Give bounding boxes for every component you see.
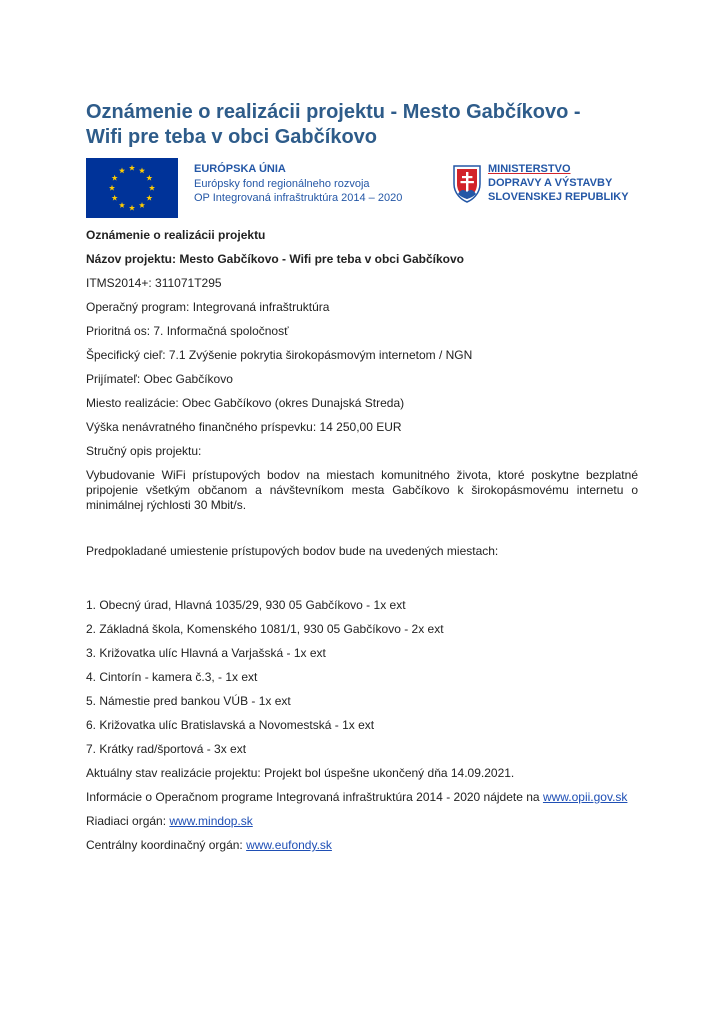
slovak-coat-of-arms-icon: [452, 164, 482, 204]
project-status: Aktuálny stav realizácie projektu: Projekt bol úspešne ukončený dňa 14.09.2021.: [86, 766, 515, 780]
list-item: 3. Križovatka ulíc Hlavná a Varjašská - 1x ext: [86, 646, 326, 660]
mindop-link[interactable]: www.mindop.sk: [169, 814, 253, 828]
description-label: Stručný opis projektu:: [86, 444, 202, 458]
project-name: Názov projektu: Mesto Gabčíkovo - Wifi pre teba v obci Gabčíkovo: [86, 252, 464, 266]
specific-goal: Špecifický cieľ: 7.1 Zvýšenie pokrytia širokopásmovým internetom / NGN: [86, 348, 473, 362]
central-label: Centrálny koordinačný orgán:: [86, 838, 247, 852]
ministry-line-2: DOPRAVY A VÝSTAVBY: [488, 177, 613, 189]
managing-label: Riadiaci orgán:: [86, 814, 170, 828]
managing-authority: [86, 814, 638, 829]
ministry-line-3: SLOVENSKEJ REPUBLIKY: [488, 191, 629, 203]
list-item: 6. Križovatka ulíc Bratislavská a Novomestská - 1x ext: [86, 718, 375, 732]
location: Miesto realizácie: Obec Gabčíkovo (okres Dunajská Streda): [86, 396, 405, 410]
list-item: 7. Krátky rad/športová - 3x ext: [86, 742, 247, 756]
list-item: 2. Základná škola, Komenského 1081/1, 930 05 Gabčíkovo - 2x ext: [86, 622, 444, 636]
section-heading: Oznámenie o realizácii projektu: [86, 228, 266, 242]
opii-link[interactable]: www.opii.gov.sk: [542, 790, 628, 804]
title-plain: Oznámenie o realizácii projektu -: [86, 101, 403, 123]
document-page: [86, 100, 638, 853]
ministry-line-1: MINISTERSTVO: [488, 163, 571, 175]
access-point-list: [86, 598, 638, 757]
eu-line-2: Európsky fond regionálneho rozvoja: [194, 177, 370, 190]
info-text: Informácie o Operačnom programe Integrovaná infraštruktúra 2014 - 2020 nájdete na: [86, 790, 540, 804]
logo-banner: [86, 156, 638, 218]
page-title: [86, 100, 638, 150]
itms-code: ITMS2014+: 311071T295: [86, 276, 222, 290]
priority-axis: Prioritná os: 7. Informačná spoločnosť: [86, 324, 289, 338]
eu-line-1: EURÓPSKA ÚNIA: [194, 163, 286, 175]
central-authority: [86, 838, 638, 853]
eufondy-link[interactable]: www.eufondy.sk: [246, 838, 332, 852]
eu-logo-text: [194, 162, 402, 206]
eu-flag-icon: [86, 158, 178, 218]
grant-amount: Výška nenávratného finančného príspevku: 14 250,00 EUR: [86, 420, 402, 434]
placement-intro: Predpokladané umiestenie prístupových bodov bude na uvedených miestach:: [86, 544, 499, 558]
recipient: Prijímateľ: Obec Gabčíkovo: [86, 372, 233, 386]
list-item: 4. Cintorín - kamera č.3, - 1x ext: [86, 670, 258, 684]
project-description: Vybudovanie WiFi prístupových bodov na miestach komunitného života, ktoré poskytne bezplatné pripojenie všetkým občanom a návštevníkom mesta Gabčíkovo k širokopásmovému internetu o minimálnej rýchlosti 30 Mbit/s.: [86, 468, 638, 512]
list-item: 5. Námestie pred bankou VÚB - 1x ext: [86, 694, 291, 708]
title-bold-2: Wifi pre teba v obci Gabčíkovo: [86, 126, 377, 148]
operational-program: Operačný program: Integrovaná infraštruktúra: [86, 300, 330, 314]
list-item: 1. Obecný úrad, Hlavná 1035/29, 930 05 Gabčíkovo - 1x ext: [86, 598, 406, 612]
info-paragraph: [86, 790, 638, 805]
eu-line-3: OP Integrovaná infraštruktúra 2014 – 2020: [194, 192, 403, 204]
ministry-logo-text: [488, 162, 629, 204]
title-bold-1: Mesto Gabčíkovo -: [402, 101, 581, 123]
